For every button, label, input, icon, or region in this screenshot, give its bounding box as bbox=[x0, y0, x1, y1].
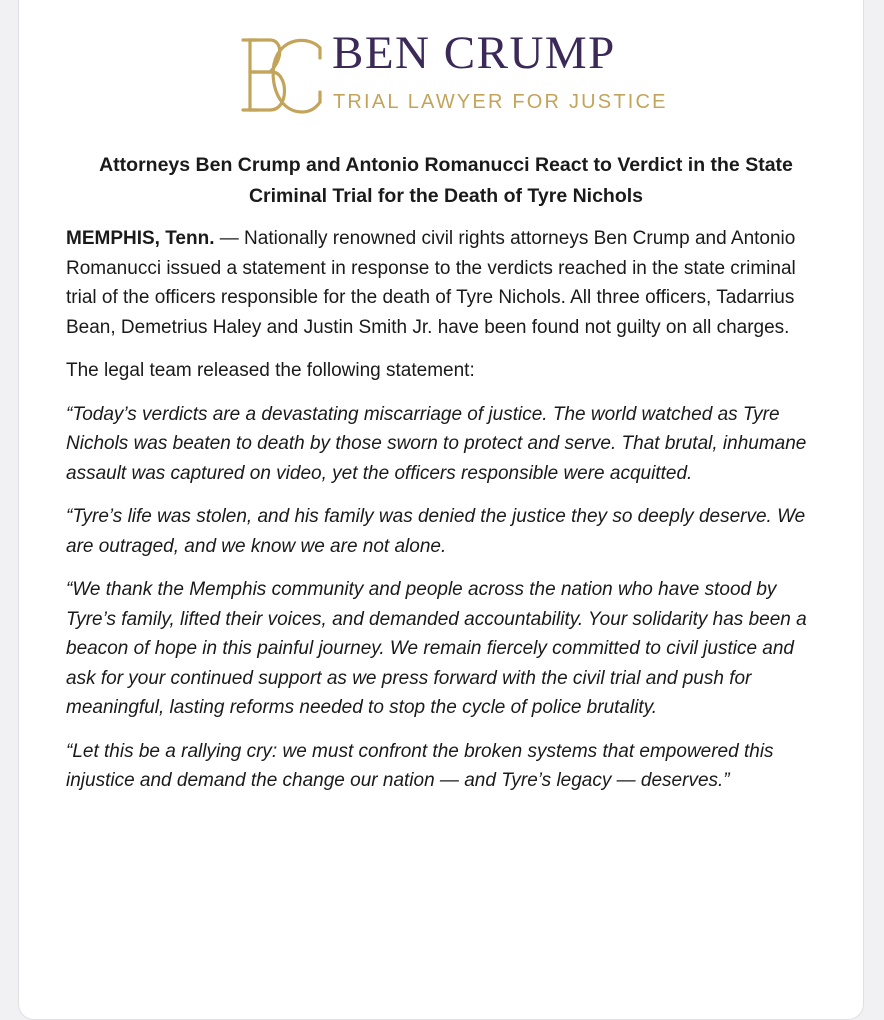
quote-paragraph-1: “Today’s verdicts are a devastating miscarriage of justice. The world watched as Tyre Nichols was beaten to death by those sworn to protect and serve. That brutal, inhumane assault was captured on video, yet the officers responsible were acquitted. bbox=[66, 403, 807, 484]
release-body bbox=[66, 150, 826, 810]
quote-paragraph-2: “Tyre’s life was stolen, and his family was denied the justice they so deeply deserve. We are outraged, and we know we are not alone. bbox=[66, 506, 806, 557]
letterhead bbox=[0, 0, 884, 130]
intro-paragraph bbox=[66, 224, 826, 342]
intro-text: — Nationally renowned civil rights attorneys Ben Crump and Antonio Romanucci issued a statement in response to the verdicts reached in the state criminal trial of the officers responsible for the death of Tyre Nichols. All three officers, Tadarrius Bean, Demetrius Haley and Justin Smith Jr. have been found not guilty on all charges. bbox=[66, 228, 796, 338]
quote-paragraph-4: “Let this be a rallying cry: we must confront the broken systems that empowered this injustice and demand the change our nation — and Tyre’s legacy — deserves.” bbox=[66, 740, 774, 791]
firm-name: BEN CRUMP bbox=[332, 27, 616, 79]
firm-tagline: TRIAL LAWYER FOR JUSTICE bbox=[333, 91, 668, 113]
quote-paragraph-3: “We thank the Memphis community and people across the nation who have stood by Tyre’s family, lifted their voices, and demanded accountability. Your solidarity has been a beacon of hope in this painful journey. We remain fiercely committed to civil justice and ask for your continued support as we press forward with the civil trial and push for meaningful, lasting reforms needed to stop the cycle of police brutality. bbox=[66, 579, 807, 718]
statement-lead-in: The legal team released the following statement: bbox=[66, 360, 475, 381]
release-headline: Attorneys Ben Crump and Antonio Romanucci React to Verdict in the State Criminal Trial for the Death of Tyre Nichols bbox=[99, 154, 793, 207]
bc-monogram-logo bbox=[240, 34, 326, 116]
dateline: MEMPHIS, Tenn. bbox=[66, 228, 215, 249]
